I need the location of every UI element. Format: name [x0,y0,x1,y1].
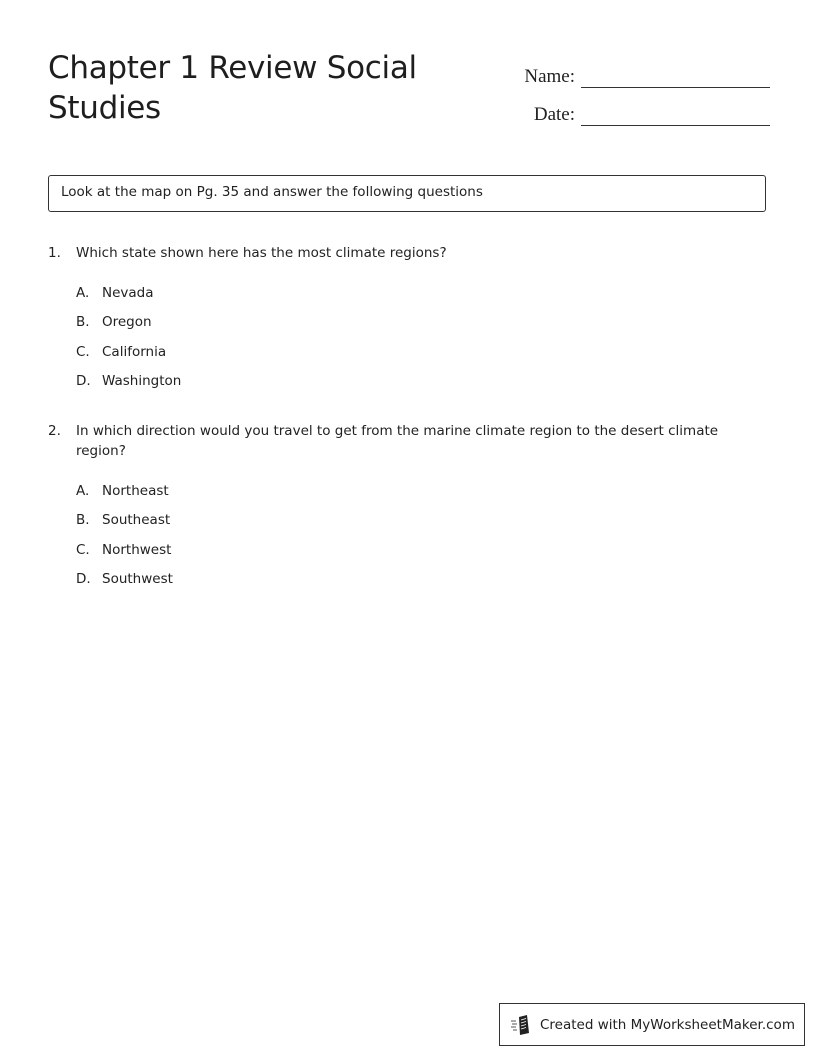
worksheet-maker-logo-icon [510,1014,532,1036]
option-a [76,283,768,312]
page-title: Chapter 1 Review Social Studies [48,50,417,126]
answer-options [76,283,768,400]
option-c [76,342,768,371]
option-text: Southwest [102,570,173,587]
option-text: California [102,343,167,360]
option-text: Northwest [102,541,172,558]
name-blank-line [581,61,770,88]
option-letter: A. [76,483,90,499]
name-field [500,50,770,88]
option-b [76,312,768,341]
question-number: 1. [48,245,61,261]
option-text: Southeast [102,512,171,529]
option-text: Oregon [102,314,152,331]
option-text: Nevada [102,285,154,301]
instructions-box: Look at the map on Pg. 35 and answer the following questions [48,175,766,212]
option-c [76,540,768,569]
question-text: Which state shown here has the most climate regions? [76,245,447,261]
date-blank-line [581,99,770,126]
student-info-fields [500,50,770,126]
option-a [76,481,768,510]
date-label: Date: [533,104,575,125]
option-d [76,371,768,400]
option-letter: D. [76,372,91,389]
option-b [76,510,768,539]
question-2 [48,421,768,598]
date-field [500,88,770,126]
created-with-badge [499,1003,805,1046]
option-text: Washington [102,372,182,389]
option-letter: B. [76,314,90,331]
answer-options [76,481,768,598]
option-letter: B. [76,512,90,529]
option-letter: D. [76,570,91,587]
question-number: 2. [48,423,61,439]
name-label: Name: [524,66,575,87]
footer-text: Created with MyWorksheetMaker.com [540,1016,795,1033]
option-d [76,569,768,598]
option-letter: C. [76,343,90,360]
option-letter: C. [76,541,90,558]
question-1 [48,243,768,400]
option-text: Northeast [102,483,169,499]
question-text: In which direction would you travel to get from the marine climate region to the desert climate region? [76,423,719,459]
option-letter: A. [76,285,90,301]
